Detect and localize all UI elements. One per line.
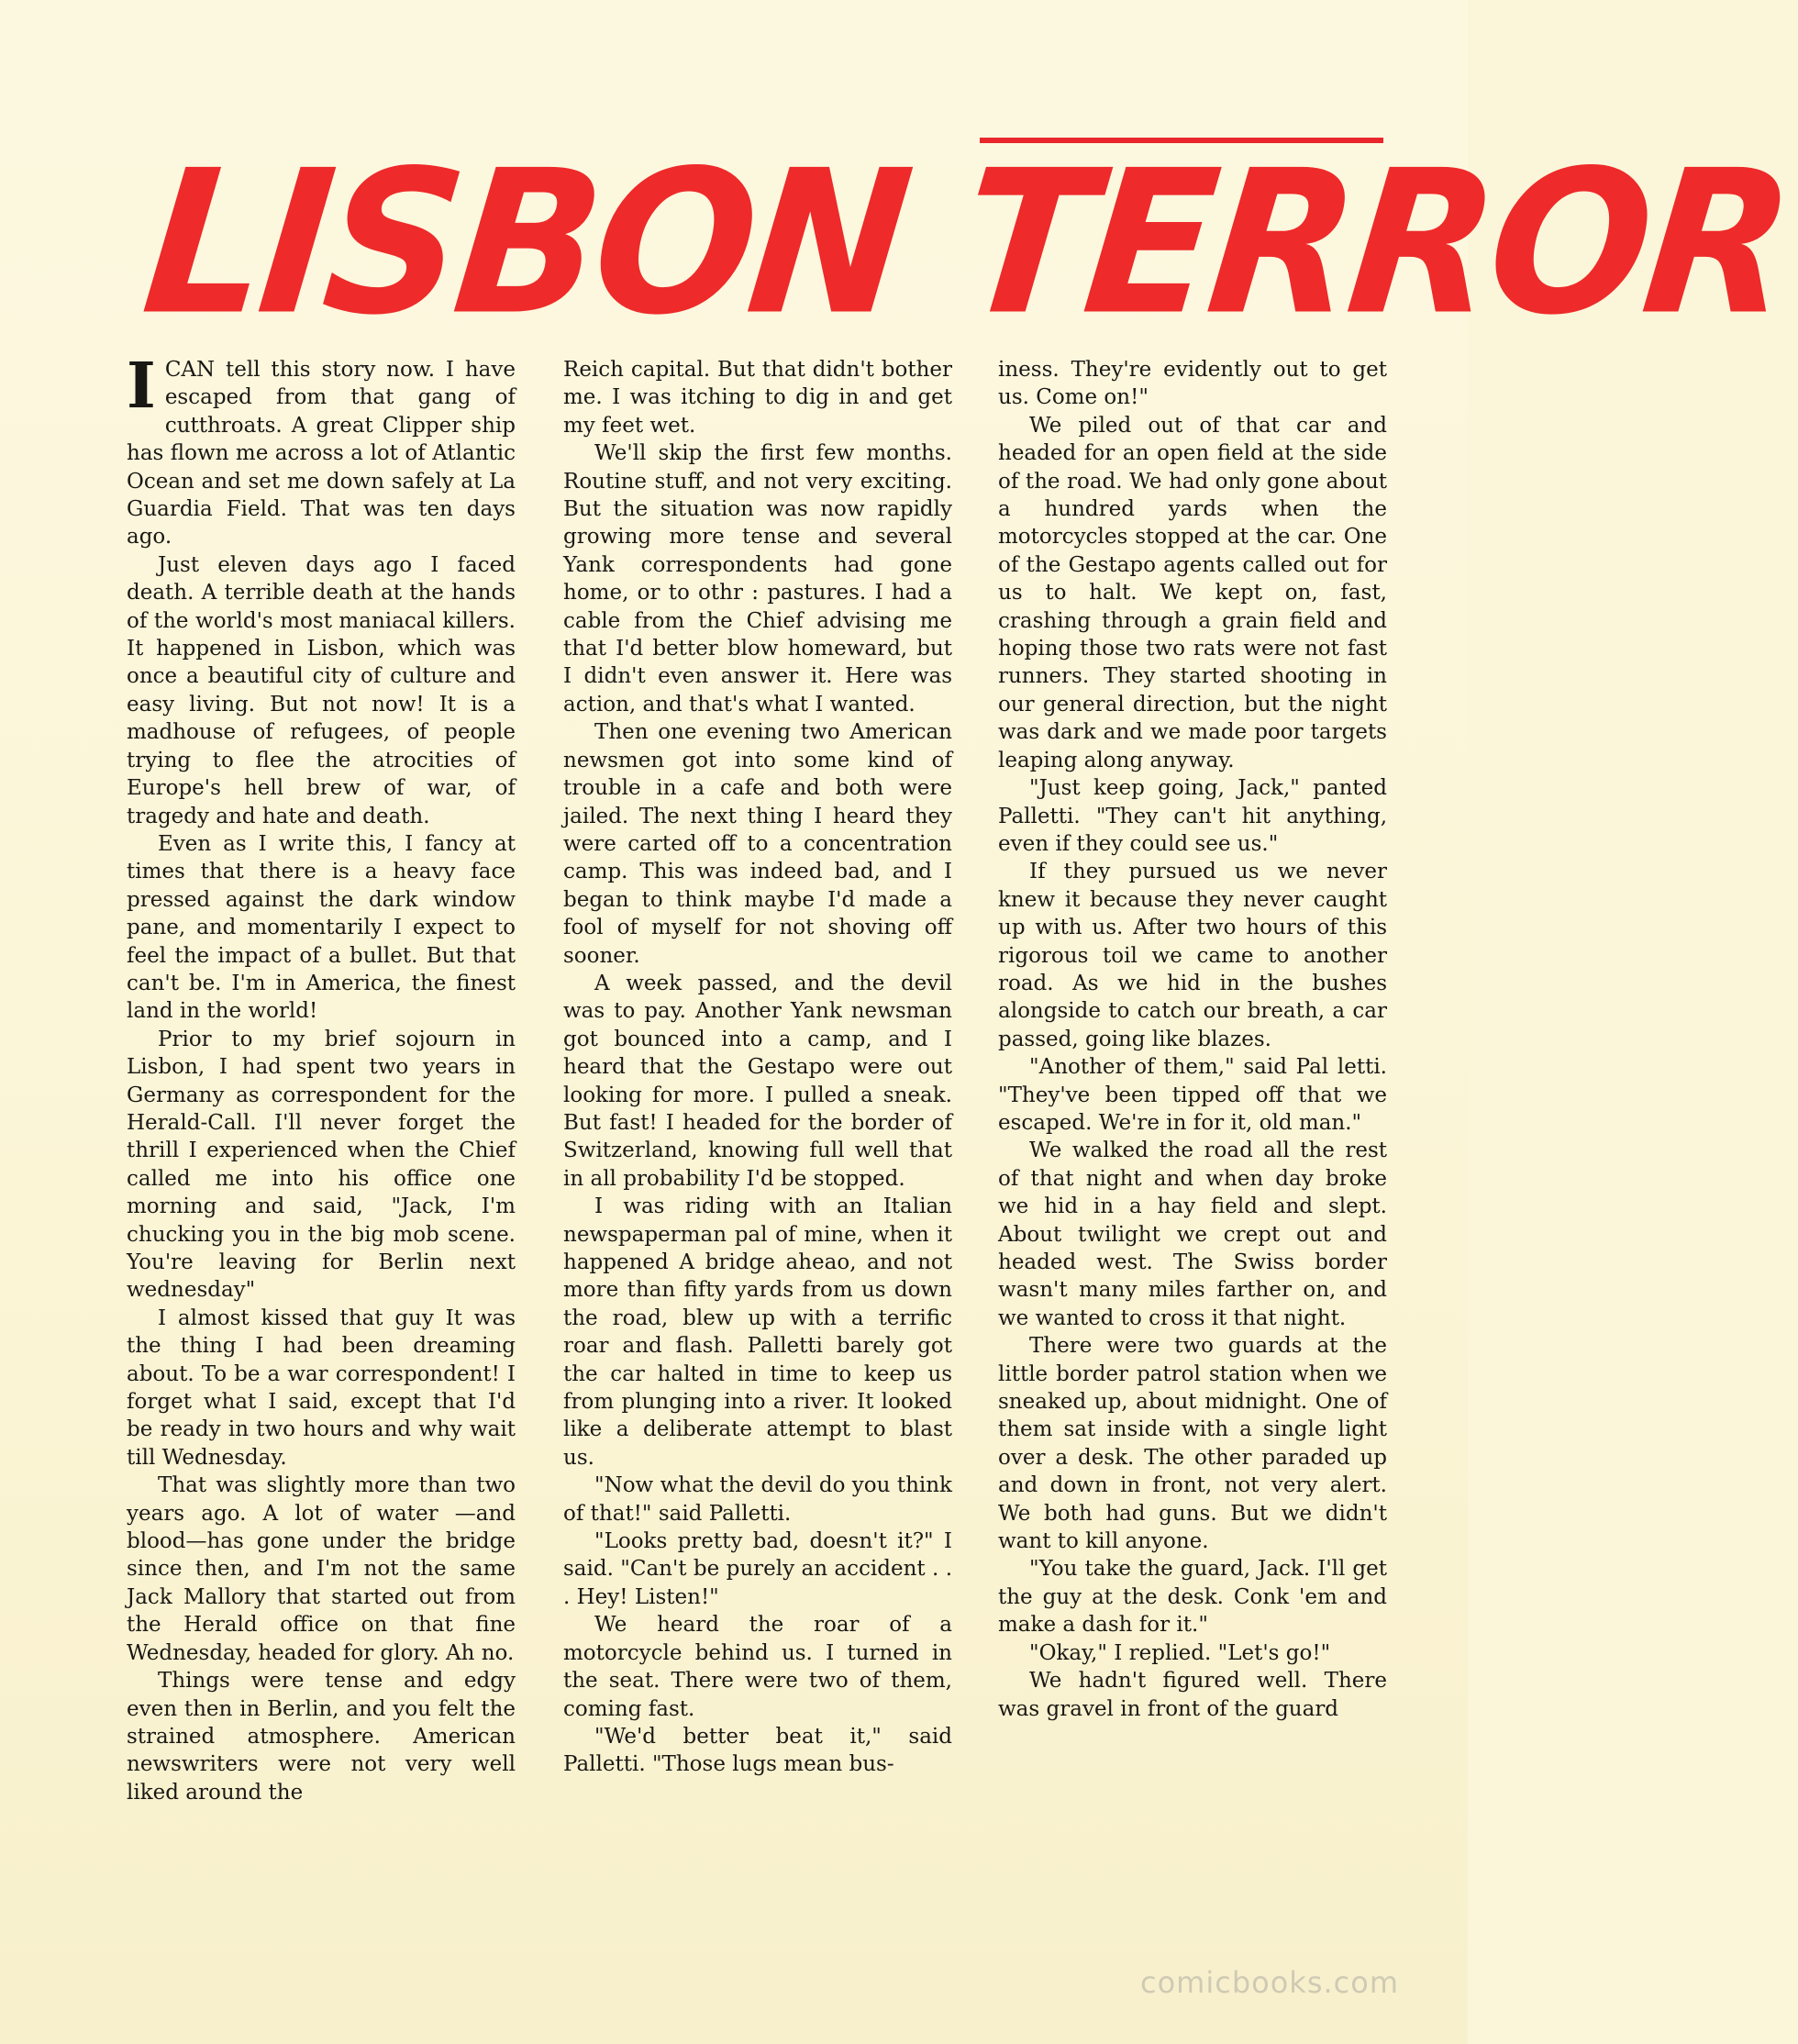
paragraph: "Looks pretty bad, doesn't it?" I said. "Can't be purely an accident . . . Hey! Listen!" xyxy=(563,1529,952,1609)
paragraph: I almost kissed that guy It was the thing I had been dreaming about. To be a war correspondent! I forget what I said, except that I'd be ready in two hours and why wait till Wednesday. xyxy=(127,1305,516,1470)
paragraph: Just eleven days ago I faced death. A terrible death at the hands of the world's most maniacal killers. It happened in Lisbon, which was once a beautiful city of culture and easy living. But not now! It is a madhouse of refugees, of people trying to flee the atrocities of Europe's hell brew of war, of tragedy and hate and death. xyxy=(127,552,516,828)
paragraph: We'll skip the first few months. Routine stuff, and not very exciting. But the situation was now rapidly growing more tense and several Yank correspondents had gone home, or to othr : pastures. I had a cable from the Chief advising me that I'd better blow homeward, but I didn't even answer it. Here was action, and that's what I wanted. xyxy=(563,441,952,717)
paragraph: "Another of them," said Pal letti. "They've been tipped off that we escaped. We're in for it, old man." xyxy=(998,1055,1387,1135)
paragraph: We hadn't figured well. There was gravel in front of the guard xyxy=(998,1669,1387,1721)
paragraph: Then one evening two American newsmen got into some kind of trouble in a cafe and both were jailed. The next thing I heard they were carted off to a concentration camp. This was indeed bad, and I began to think maybe I'd made a fool of myself for not shoving off sooner. xyxy=(563,720,952,968)
paragraph: Even as I write this, I fancy at times that there is a heavy face pressed against the dark window pane, and momentarily I expect to feel the impact of a bullet. But that can't be. I'm in America, the finest land in the world! xyxy=(127,831,516,1024)
paragraph: There were two guards at the little border patrol station when we sneaked up, about midnight. One of them sat inside with a single light over a desk. The other paraded up and down in front, not very alert. We both had guns. But we didn't want to kill anyone. xyxy=(998,1334,1387,1554)
site-watermark: comicbooks.com xyxy=(1139,1965,1399,2000)
text-column-2 xyxy=(563,356,952,1779)
paragraph: That was slightly more than two years ago. A lot of water —and blood—has gone under the bridge since then, and I'm not the same Jack Mallory that started out from the Herald office on that fine Wednesday, headed for glory. Ah no. xyxy=(127,1473,516,1665)
paragraph: "Okay," I replied. "Let's go!" xyxy=(1029,1640,1331,1665)
paragraph-text: CAN tell this story now. I have escaped from that gang of cutthroats. A great Clipper ship has flown me across a lot of Atlantic Ocean and set me down safely at La Guardia Field. That was ten days ago. xyxy=(127,358,516,550)
paragraph: Prior to my brief sojourn in Lisbon, I had spent two years in Germany as correspondent for the Herald-Call. I'll never forget the thrill I experienced when the Chief called me into his office one morning and said, "Jack, I'm chucking you in the big mob scene. You're leaving for Berlin next wednesday" xyxy=(127,1027,516,1303)
paragraph: Reich capital. But that didn't bother me. I was itching to dig in and get my feet wet. xyxy=(563,358,952,438)
paragraph: "Now what the devil do you think of that!" said Palletti. xyxy=(563,1473,952,1526)
story-title: LISBON TERROR xyxy=(134,128,1798,359)
paragraph: I was riding with an Italian newspaperman pal of mine, when it happened A bridge aheao, and not more than fifty yards from us down the road, blew up with a terrific roar and flash. Palletti barely got the car halted in time to keep us from plunging into a river. It looked like a deliberate attempt to blast us. xyxy=(563,1194,952,1470)
paragraph: We piled out of that car and headed for an open field at the side of the road. We had only gone about a hundred yards when the motorcycles stopped at the car. One of the Gestapo agents called out for us to halt. We kept on, fast, crashing through a grain field and hoping those two rats were not fast runners. They started shooting in our general direction, but the night was dark and we made poor targets leaping along anyway. xyxy=(998,413,1387,772)
text-column-1 xyxy=(127,350,516,1806)
paragraph: If they pursued us we never knew it because they never caught up with us. After two hours of this rigorous toil we came to another road. As we hid in the bushes alongside to catch our breath, a car passed, going like blazes. xyxy=(998,860,1387,1051)
paragraph: iness. They're evidently out to get us. Come on!" xyxy=(998,358,1387,410)
paragraph: Things were tense and edgy even then in Berlin, and you felt the strained atmosphere. American newswriters were not very well liked around the xyxy=(127,1669,516,1805)
paragraph: We heard the roar of a motorcycle behind us. I turned in the seat. There were two of them, coming fast. xyxy=(563,1613,952,1721)
paragraph: We walked the road all the rest of that night and when day broke we hid in a hay field and slept. About twilight we crept out and headed west. The Swiss border wasn't many miles farther on, and we wanted to cross it that night. xyxy=(998,1139,1387,1330)
paragraph: "Just keep going, Jack," panted Palletti. "They can't hit anything, even if they could see us." xyxy=(998,776,1387,856)
drop-cap: I xyxy=(127,350,156,423)
paragraph: A week passed, and the devil was to pay. Another Yank newsman got bounced into a camp, and I heard that the Gestapo were out looking for more. I pulled a sneak. But fast! I headed for the border of Switzerland, knowing full well that in all probability I'd be stopped. xyxy=(563,971,952,1191)
paragraph: "We'd better beat it," said Palletti. "Those lugs mean bus- xyxy=(563,1724,952,1777)
text-column-3 xyxy=(998,356,1387,1723)
paragraph xyxy=(127,350,516,551)
paragraph: "You take the guard, Jack. I'll get the guy at the desk. Conk 'em and make a dash for it." xyxy=(998,1557,1387,1638)
